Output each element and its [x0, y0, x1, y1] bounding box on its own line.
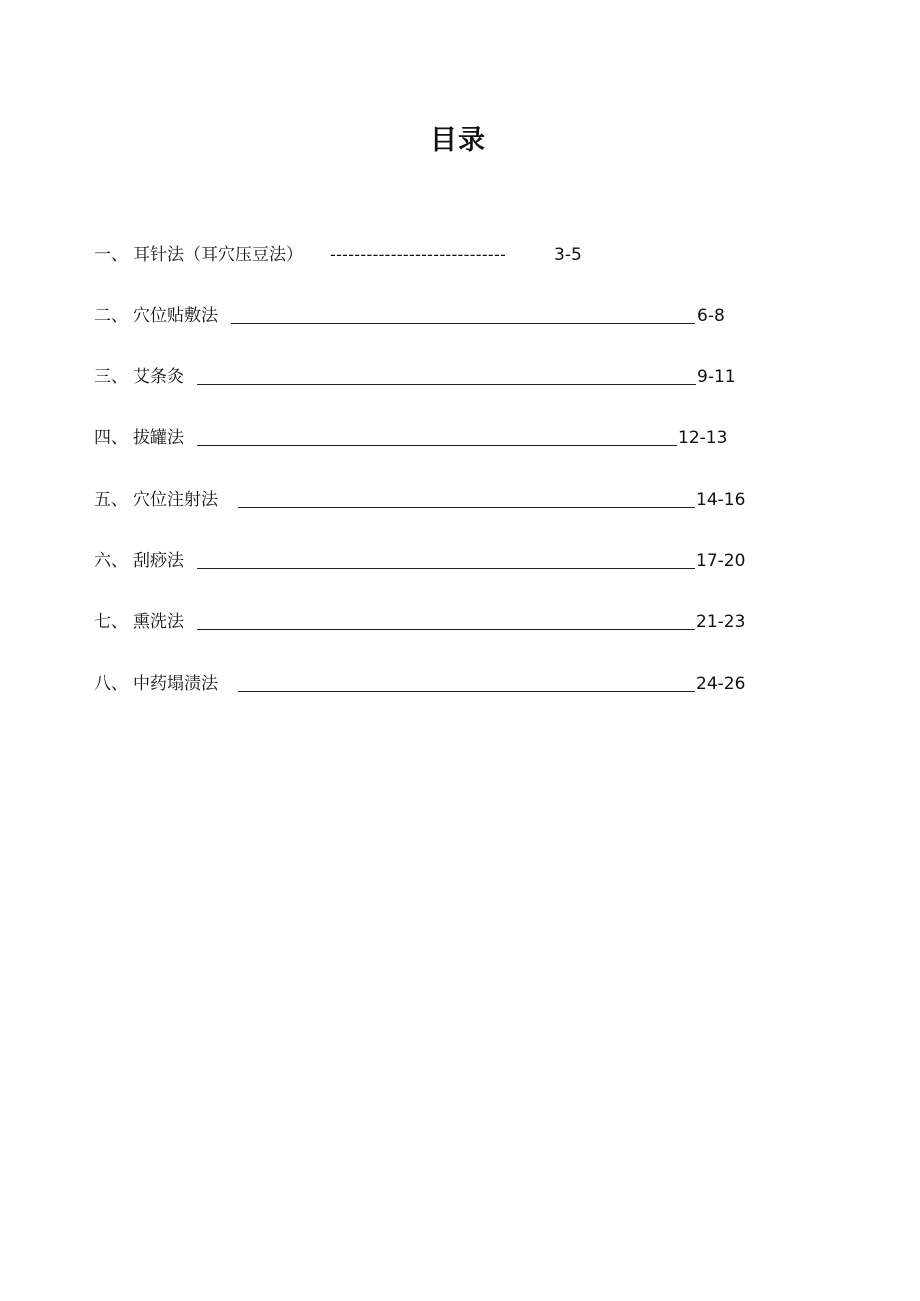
toc-entry-pages: 14-16 — [696, 490, 746, 510]
toc-entry-title: 中药塌渍法 — [133, 674, 218, 694]
toc-entry — [94, 609, 774, 635]
toc-entry-number: 一、 — [94, 245, 128, 265]
toc-entry — [94, 425, 754, 451]
toc-entry-title: 耳针法（耳穴压豆法） — [133, 245, 303, 265]
toc-entry-number: 六、 — [94, 551, 128, 571]
toc-entry-title: 拔罐法 — [133, 428, 184, 448]
toc-entry-title: 艾条灸 — [133, 367, 184, 387]
toc-entry-number: 二、 — [94, 306, 128, 326]
toc-entry-leader — [238, 487, 695, 508]
toc-entry-pages: 3-5 — [554, 245, 582, 265]
toc-entry — [94, 303, 734, 329]
toc-entry-title: 熏洗法 — [133, 612, 184, 632]
toc-entry — [94, 242, 594, 268]
toc-entry — [94, 548, 774, 574]
toc-entry-number: 七、 — [94, 612, 128, 632]
toc-entry-leader — [197, 425, 677, 446]
toc-entry-pages: 6-8 — [697, 306, 725, 326]
toc-entry-pages: 12-13 — [678, 428, 728, 448]
toc-entry — [94, 364, 754, 390]
toc-entry-pages: 21-23 — [696, 612, 746, 632]
toc-entry-leader — [197, 609, 695, 630]
toc-entry-leader: ----------------------------- — [330, 245, 507, 264]
toc-entry-title: 穴位注射法 — [133, 490, 218, 510]
toc-entry — [94, 487, 774, 513]
toc-entry-number: 四、 — [94, 428, 128, 448]
toc-entry-leader — [238, 671, 695, 692]
toc-entry-pages: 24-26 — [696, 674, 746, 694]
toc-entry-pages: 9-11 — [697, 367, 736, 387]
toc-entry-number: 五、 — [94, 490, 128, 510]
toc-entry — [94, 671, 774, 697]
toc-entry-number: 八、 — [94, 674, 128, 694]
toc-entry-leader — [231, 303, 695, 324]
toc-entry-leader — [197, 364, 696, 385]
page-title: 目录 — [430, 125, 486, 156]
toc-entry-pages: 17-20 — [696, 551, 746, 571]
toc-entry-title: 刮痧法 — [133, 551, 184, 571]
toc-entry-leader — [197, 548, 695, 569]
toc-entry-title: 穴位贴敷法 — [133, 306, 218, 326]
toc-entry-number: 三、 — [94, 367, 128, 387]
